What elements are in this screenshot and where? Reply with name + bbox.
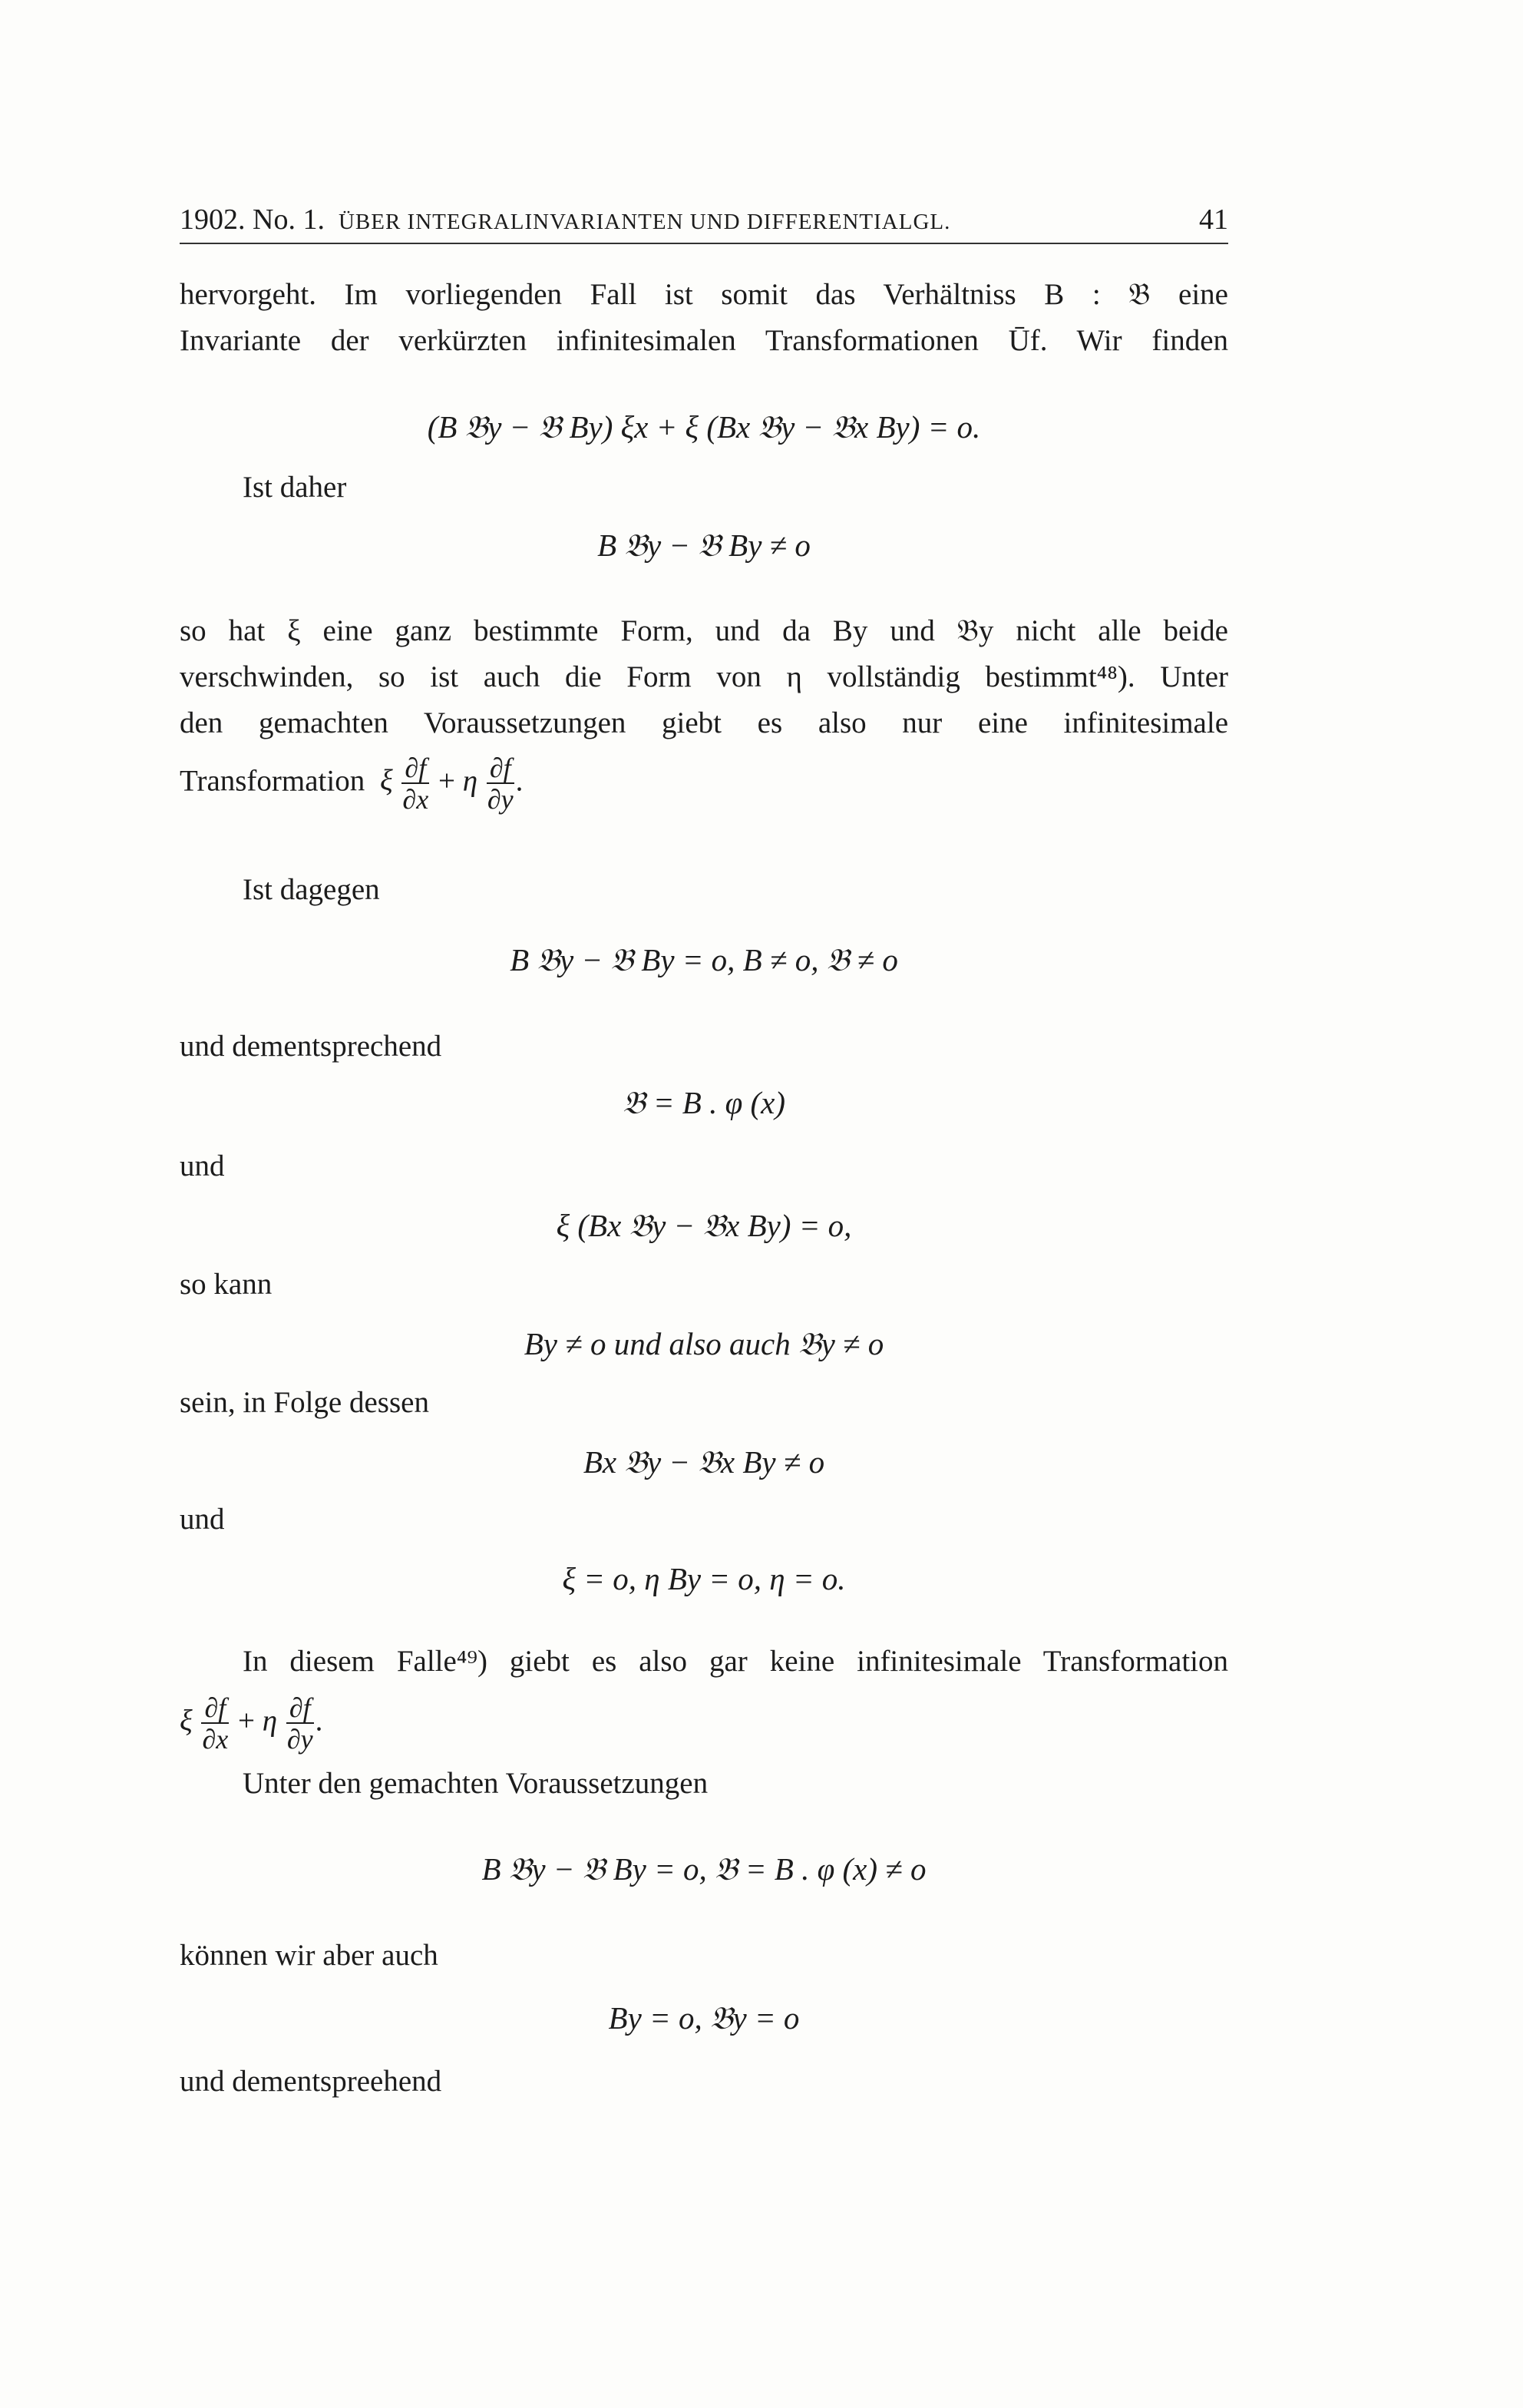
text-und-dementspreehend: und dementspreehend (180, 2065, 442, 2098)
paragraph-3 (180, 1639, 1228, 1685)
expression-line: ξ $\frac{\partial f}{\partial x}$ + η $\frac{\partial f}{\partial y}$ . (180, 1692, 323, 1755)
equation-4: 𝔅 = B . φ (x) (623, 1085, 785, 1120)
fraction-df-dy: $\frac{\partial f}{\partial y}$ (487, 752, 514, 815)
equation-3: B 𝔅y − 𝔅 By = o, B ≠ o, 𝔅 ≠ o (510, 942, 898, 977)
header-year-no: 1902. No. 1. (180, 203, 325, 236)
page (180, 0, 1228, 2408)
equation-9: B 𝔅y − 𝔅 By = o, 𝔅 = B . φ (x) ≠ o (481, 1851, 927, 1887)
text-und: und (180, 1149, 225, 1182)
text-transformation: Transformation (180, 764, 365, 798)
text-line: verschwinden, so ist auch die Form von η vollständig bestimmt⁴⁸). Unter (180, 660, 1228, 693)
equation-6: By ≠ o und also auch 𝔅y ≠ o (524, 1326, 884, 1361)
text-so-kann: so kann (180, 1268, 273, 1301)
page-number: 41 (1199, 203, 1228, 236)
fraction-df-dy: $\frac{\partial f}{\partial y}$ (286, 1692, 313, 1755)
equation-8: ξ = o, η By = o, η = o. (562, 1561, 846, 1596)
equation-2: B 𝔅y − 𝔅 By ≠ o (597, 528, 811, 563)
text-sein-in-folge-dessen: sein, in Folge dessen (180, 1386, 429, 1419)
fraction-df-dx: $\frac{\partial f}{\partial x}$ (202, 1692, 229, 1755)
text-line: Invariante der verkürzten infinitesimalen Transformationen Ūf. Wir finden (180, 324, 1228, 357)
text-line: den gemachten Voraussetzungen giebt es also nur eine infinitesimale (180, 706, 1228, 739)
text-ist-dagegen: Ist dagegen (243, 873, 380, 906)
equation-10: By = o, 𝔅y = o (608, 2000, 800, 2036)
paragraph-1 (180, 272, 1228, 364)
header-title: ÜBER INTEGRALINVARIANTEN UND DIFFERENTIALGL. (338, 210, 951, 234)
running-header (180, 203, 1228, 244)
text-line: so hat ξ eine ganz bestimmte Form, und da By und 𝔅y nicht alle beide (180, 614, 1228, 647)
text-unter-den-gemachten: Unter den gemachten Voraussetzungen (243, 1767, 709, 1800)
paragraph-2 (180, 608, 1228, 746)
text-line: hervorgeht. Im vorliegenden Fall ist somit das Verhältniss B : 𝔅 eine (180, 278, 1228, 311)
fraction-df-dx: $\frac{\partial f}{\partial x}$ (402, 752, 429, 815)
equation-1: (B 𝔅y − 𝔅 By) ξx + ξ (Bx 𝔅y − 𝔅x By) = o. (427, 409, 981, 445)
text-ist-daher: Ist daher (243, 471, 347, 504)
text-koennen-wir-aber-auch: können wir aber auch (180, 1939, 438, 1972)
text-und: und (180, 1503, 225, 1536)
text-line: In diesem Falle⁴⁹) giebt es also gar keine infinitesimale Transformation (243, 1645, 1228, 1678)
transformation-line: Transformation ξ $\frac{\partial f}{\partial x}$ + η $\frac{\partial f}{\partial y}$ . (180, 752, 524, 815)
equation-7: Bx 𝔅y − 𝔅x By ≠ o (583, 1444, 825, 1480)
header-left (180, 203, 950, 237)
text-und-dementsprechend: und dementsprechend (180, 1030, 442, 1063)
equation-5: ξ (Bx 𝔅y − 𝔅x By) = o, (556, 1208, 852, 1243)
